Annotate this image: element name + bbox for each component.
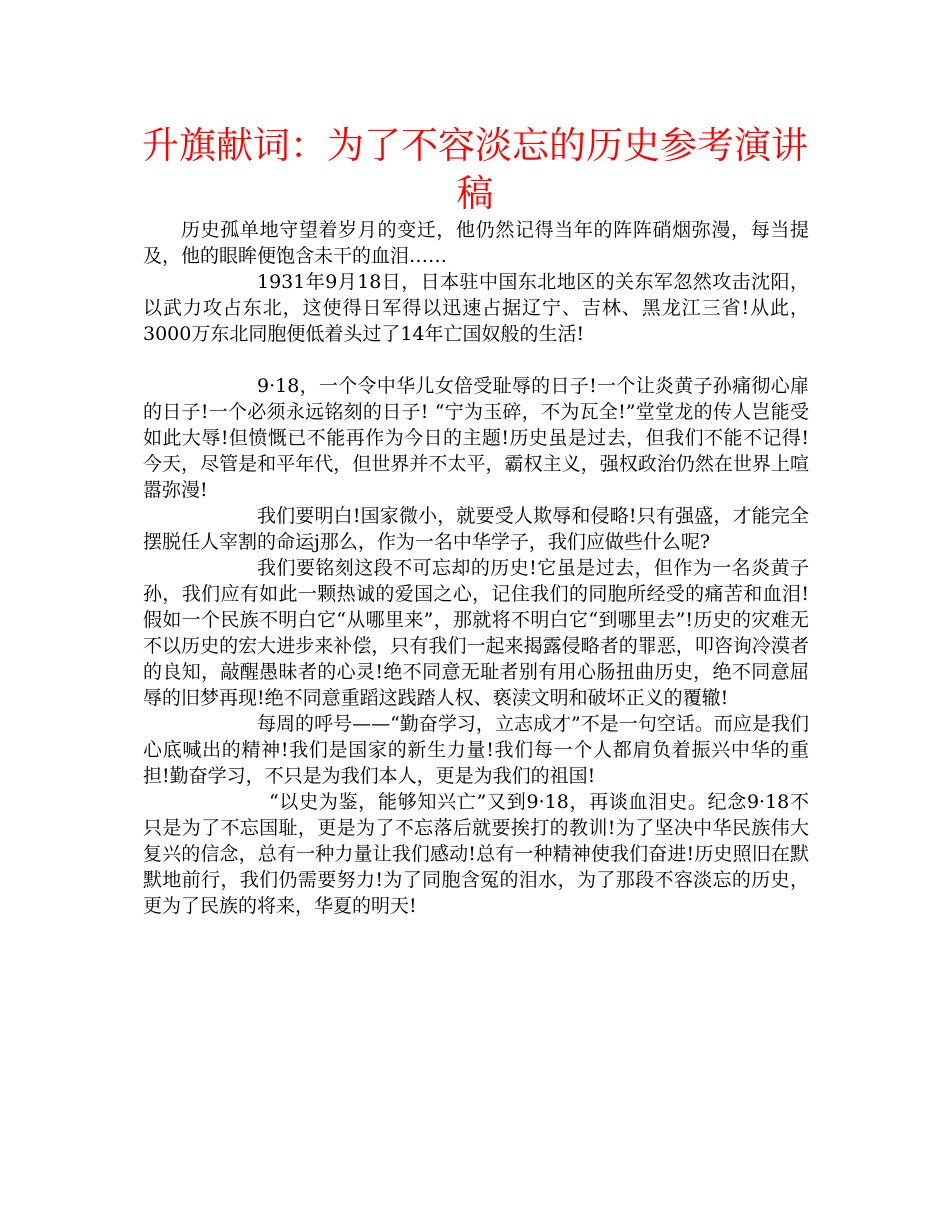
paragraph-1: 历史孤单地守望着岁月的变迁，他仍然记得当年的阵阵硝烟弥漫，每当提及，他的眼眸便饱含未干的血泪…… [143, 219, 809, 267]
paragraph-3: 9·18，一个令中华儿女倍受耻辱的日子!一个让炎黄子孙痛彻心扉的日子!一个必须永远铭刻的日子! “宁为玉碎，不为瓦全!”堂堂龙的传人岂能受如此大辱!但愤慨已不能再作为今日的主题!历史虽是过去，但我们不能不记得!今天，尽管是和平年代，但世界并不太平，霸权主义，强权政治仍然在世界上喧嚣弥漫! [143, 375, 809, 501]
paragraph-4: 我们要明白!国家微小，就要受人欺辱和侵略!只有强盛，才能完全摆脱任人宰割的命运j那么，作为一名中华学子，我们应做些什么呢? [143, 505, 809, 553]
document-title: 升旗献词：为了不容淡忘的历史参考演讲稿 [142, 124, 808, 215]
paragraph-2: 1931年9月18日，日本驻中国东北地区的关东军忽然攻击沈阳，以武力攻占东北，这使得日军得以迅速占据辽宁、吉林、黑龙江三省!从此，3000万东北同胞便低着头过了14年亡国奴般的生活! [143, 271, 809, 345]
paragraph-5: 我们要铭刻这段不可忘却的历史!它虽是过去，但作为一名炎黄子孙，我们应有如此一颗热诚的爱国之心，记住我们的同胞所经受的痛苦和血泪!假如一个民族不明白它“从哪里来”，那就将不明白它“到哪里去”!历史的灾难无不以历史的宏大进步来补偿，只有我们一起来揭露侵略者的罪恶，叩咨询冷漠者的良知，敲醒愚昧者的心灵!绝不同意无耻者别有用心肠扭曲历史，绝不同意屈辱的旧梦再现!绝不同意重蹈这践踏人权、亵渎文明和破坏正义的覆辙! [143, 557, 809, 709]
document-body [143, 217, 809, 919]
paragraph-6: 每周的呼号——“勤奋学习，立志成才”不是一句空话。而应是我们心底喊出的精神!我们是国家的新生力量!我们每一个人都肩负着振兴中华的重担!勤奋学习，不只是为我们本人，更是为我们的祖国! [143, 713, 809, 787]
paragraph-spacer [143, 347, 809, 373]
paragraph-7: “以史为鉴，能够知兴亡”又到9·18，再谈血泪史。纪念9·18不只是为了不忘国耻，更是为了不忘落后就要挨打的教训!为了坚决中华民族伟大复兴的信念，总有一种力量让我们感动!总有一种精神使我们奋进!历史照旧在默默地前行，我们仍需要努力!为了同胞含冤的泪水，为了那段不容淡忘的历史，更为了民族的将来，华夏的明天! [143, 791, 809, 917]
